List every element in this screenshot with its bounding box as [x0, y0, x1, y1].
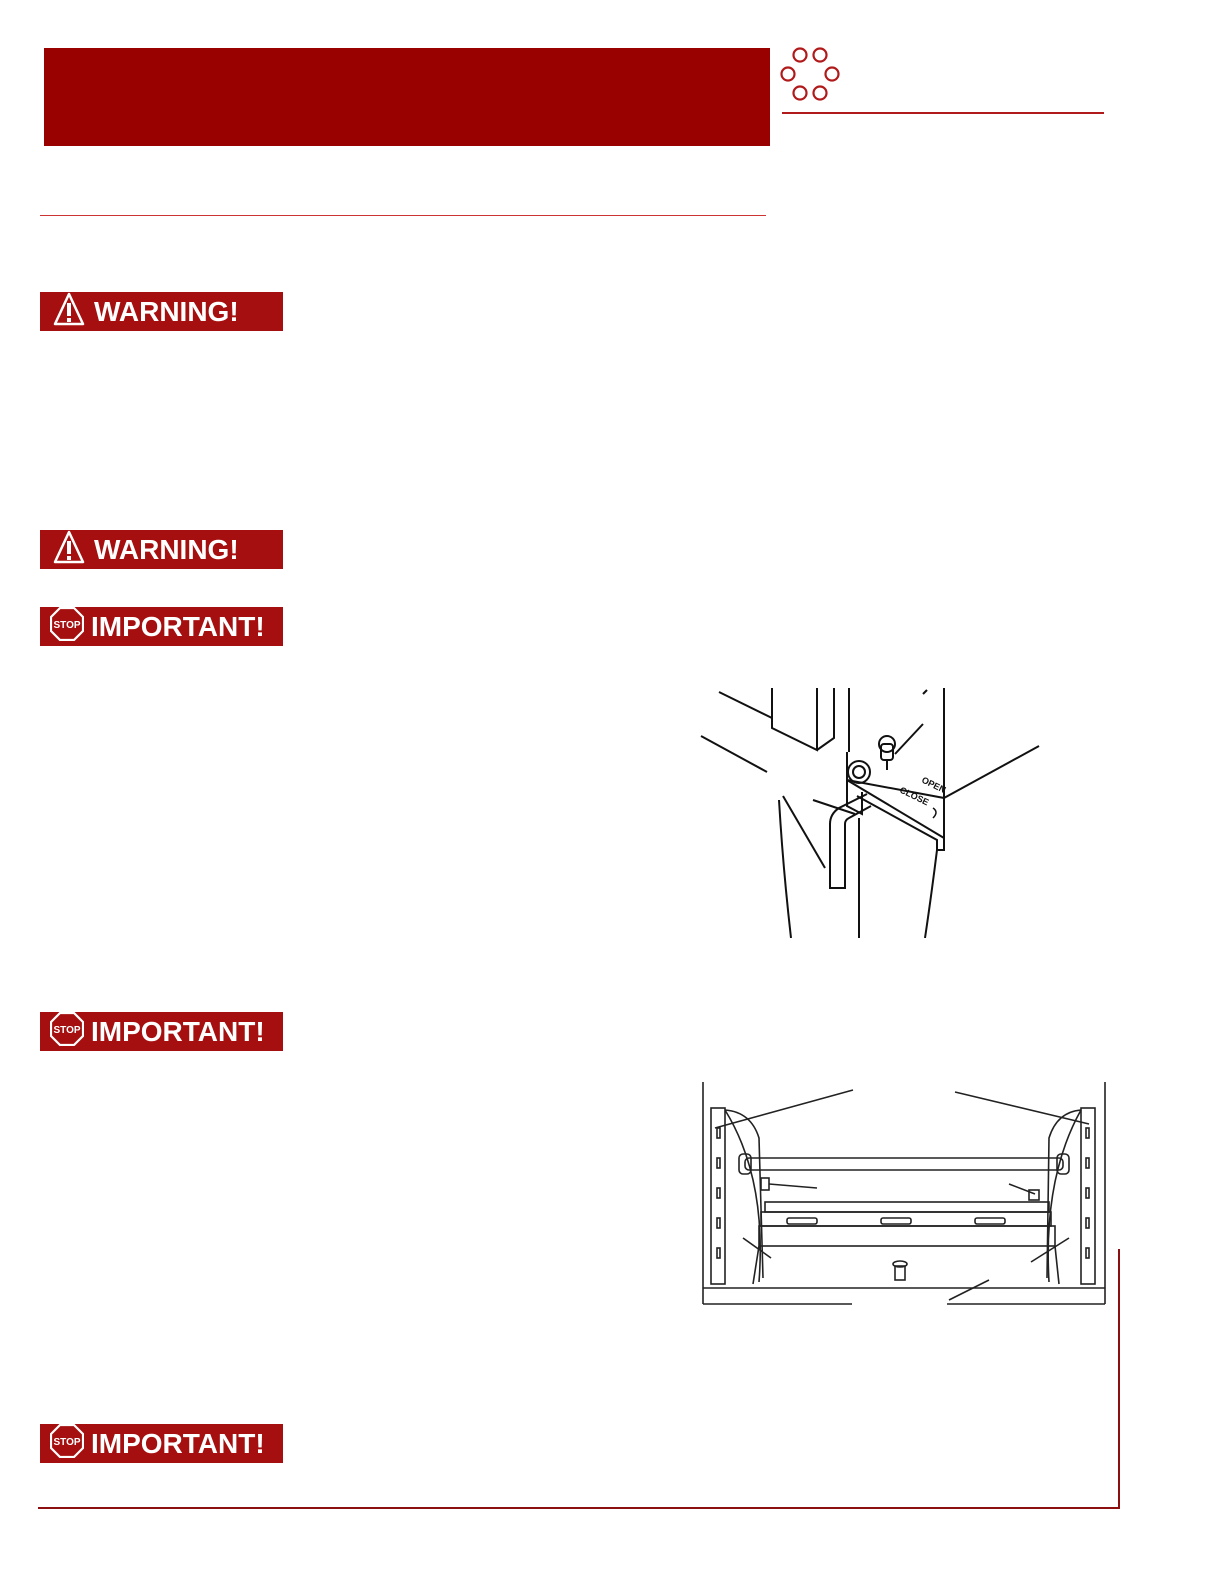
drain-valve-illustration	[697, 688, 1041, 938]
svg-text:OPEN: OPEN	[920, 774, 948, 795]
important-badge	[40, 607, 283, 646]
warning-triangle-icon	[53, 292, 85, 331]
svg-text:STOP: STOP	[53, 620, 81, 631]
important-badge	[40, 1424, 283, 1463]
svg-text:CLOSE: CLOSE	[898, 784, 931, 808]
svg-text:STOP: STOP	[53, 1025, 81, 1036]
warning-label: WARNING!	[94, 295, 239, 327]
stop-sign-icon	[50, 607, 84, 646]
section-title-rule	[40, 215, 766, 216]
important-label: IMPORTANT!	[91, 1015, 265, 1047]
stop-sign-icon	[50, 1424, 84, 1463]
important-label: IMPORTANT!	[91, 1427, 265, 1459]
svg-text:STOP: STOP	[53, 1437, 81, 1448]
footer-rule	[38, 1507, 1120, 1509]
stop-sign-icon	[50, 1012, 84, 1051]
warning-triangle-icon	[53, 530, 85, 569]
header-banner	[44, 48, 770, 146]
warning-badge	[40, 530, 283, 569]
fryer-interior-illustration	[697, 1078, 1111, 1310]
important-label: IMPORTANT!	[91, 610, 265, 642]
page-margin-rule	[1118, 1249, 1120, 1508]
important-badge	[40, 1012, 283, 1051]
logo-circles-icon	[778, 46, 842, 104]
warning-badge	[40, 292, 283, 331]
logo-underline	[782, 112, 1104, 114]
warning-label: WARNING!	[94, 533, 239, 565]
